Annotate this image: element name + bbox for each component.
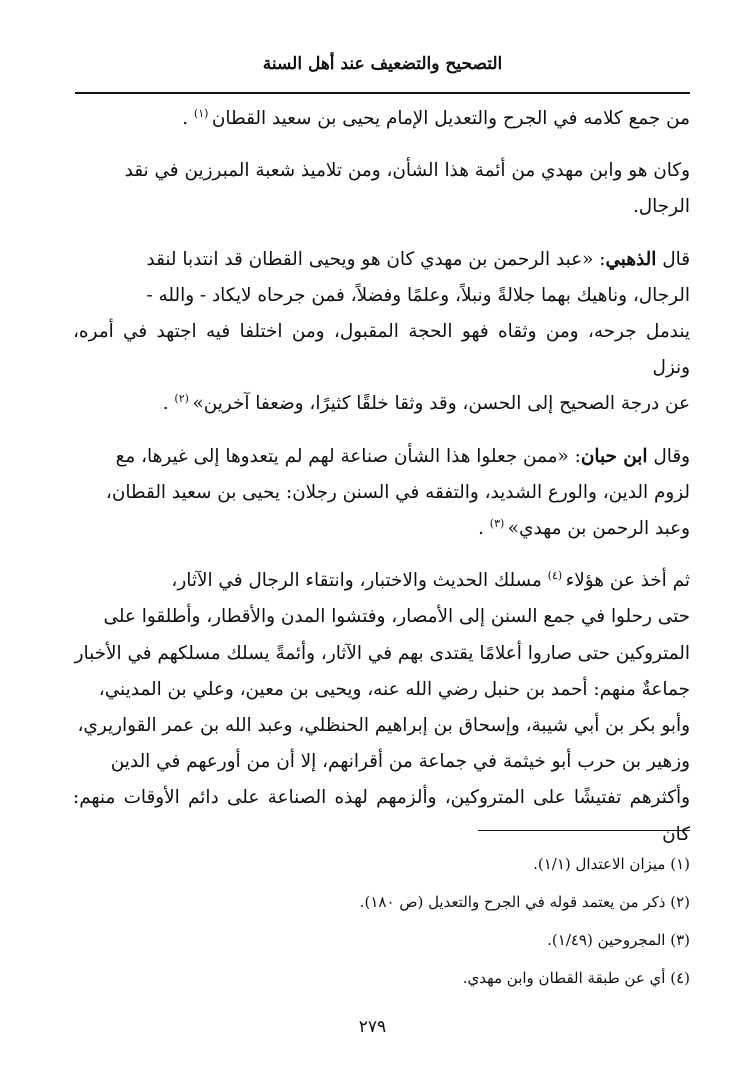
text-line: جماعةٌ منهم: أحمد بن حنبل رضي الله عنه، ويحيى بن معين، وعلي بن المديني،	[98, 678, 690, 700]
paragraph	[73, 242, 690, 423]
footnote-marker: (٣)	[489, 516, 508, 530]
text-line: من جمع كلامه في الجرح والتعديل الإمام يحيى بن سعيد القطان $^{(١)}$ .	[182, 106, 690, 129]
author-name: الذهبي	[605, 248, 657, 270]
paragraph	[73, 439, 690, 548]
footnote-item: (٤) أي عن طبقة القطان وابن مهدي.	[462, 969, 690, 987]
footnote-marker: (٢)	[174, 392, 193, 406]
paragraph	[73, 101, 690, 137]
footnote-separator	[478, 830, 690, 831]
paragraph	[73, 153, 690, 225]
footnote-item: (٣) المجروحين (١/٤٩).	[547, 931, 690, 949]
text-line: الرجال، وناهيك بهما جلالةً ونبلاً، وعلمًا وفضلاً، فمن جرحاه لايكاد - والله -	[146, 284, 690, 306]
text-line: وزهير بن حرب أبو خيثمة في جماعة من أقرانهم، إلا أن من أورعهم في الدين	[110, 751, 690, 773]
running-header: التصحيح والتضعيف عند أهل السنة	[262, 54, 503, 74]
footnotes	[73, 845, 690, 997]
page-number: ٢٧٩	[358, 1017, 387, 1037]
footnote-item: (١) ميزان الاعتدال (١/١).	[533, 855, 690, 873]
author-name: ابن حبان	[580, 445, 648, 467]
text-line: وقال ابن حبان: «ممن جعلوا هذا الشأن صناعة لهم لم يتعدوها إلى غيرها، مع	[115, 445, 690, 467]
text-line: قال الذهبي: «عبد الرحمن بن مهدي كان هو ويحيى القطان قد انتدبا لنقد	[146, 248, 690, 270]
text-line: وأبو بكر بن أبي شيبة، وإسحاق بن إبراهيم الحنظلي، وعبد الله بن عمر القواريري،	[77, 715, 690, 737]
text-line: عن درجة الصحيح إلى الحسن، وقد وثقا خلقًا كثيرًا، وضعفا آخرين» $^{(٢)}$ .	[162, 392, 690, 415]
text-line: وكان هو وابن مهدي من أئمة هذا الشأن، ومن تلاميذ شعبة المبرزين في نقد	[124, 160, 690, 182]
main-text	[73, 101, 690, 853]
footnote-marker: (٤)	[547, 569, 566, 583]
text-line: يندمل جرحه، ومن وثقاه فهو الحجة المقبول، ومن اختلفا فيه اجتهد في أمره، ونزل	[73, 321, 690, 379]
text-line: الرجال.	[632, 196, 690, 218]
text-line: لزوم الدين، والورع الشديد، والتفقه في السنن رجلان: يحيى بن سعيد القطان،	[105, 481, 690, 503]
paragraph	[73, 563, 690, 853]
text-line: المتروكين حتى صاروا أعلامًا يقتدى بهم في الآثار، وأئمةً يسلك مسلكهم في الأخبار	[74, 642, 690, 664]
text-line: وأكثرهم تفتيشًا على المتروكين، وألزمهم لهذه الصناعة على دائم الأوقات منهم: كان	[73, 787, 690, 845]
text-line: ثم أخذ عن هؤلاء $^{(٤)}$ مسلك الحديث والاختبار، وانتقاء الرجال في الآثار،	[171, 569, 690, 592]
header-rule	[75, 92, 690, 94]
text-line: وعبد الرحمن بن مهدي» $^{(٣)}$ .	[478, 516, 690, 540]
footnote-marker: (١)	[193, 106, 212, 120]
text-line: حتى رحلوا في جمع السنن إلى الأمصار، وفتشوا المدن والأقطار، وأطلقوا على	[103, 606, 690, 628]
footnote-item: (٢) ذكر من يعتمد قوله في الجرح والتعديل (ص ١٨٠).	[359, 893, 690, 911]
